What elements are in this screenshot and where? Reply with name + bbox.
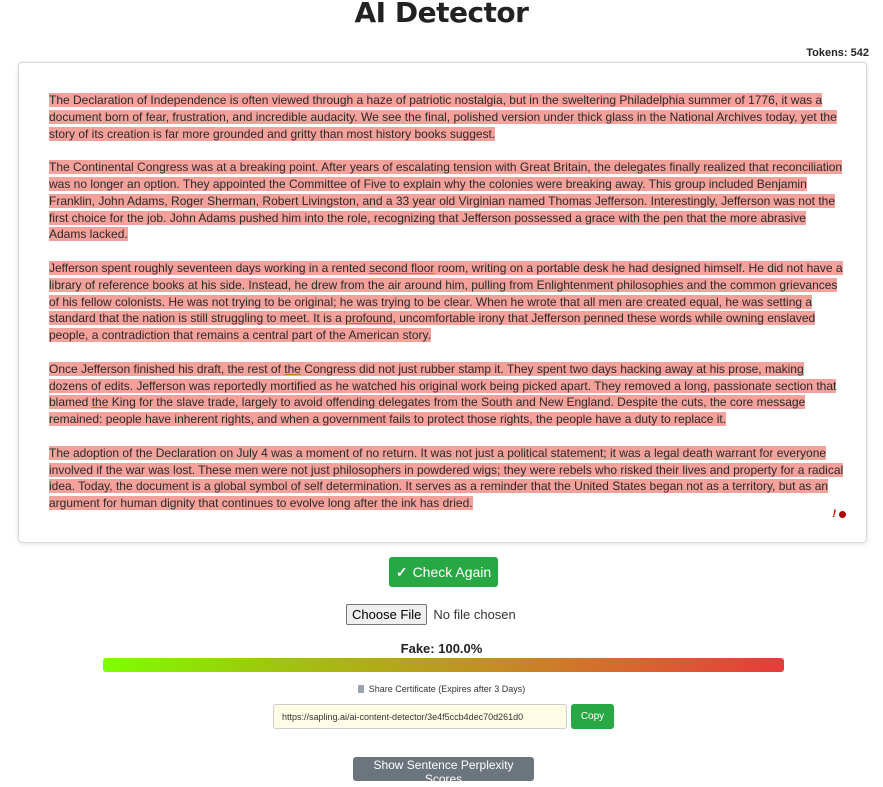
text-segment: room, writing on a portable desk he had designed himself. He did not have a library of reference books at his side. Instead, he drew from the air around him, pulling from Enlightenment philosophies and the common grievances of his fellow colonists. He was not trying to be original; he was trying to be clear. When he wrote that all men are created equal, he was setting a standard that the nation is still struggling to meet. It is a xyxy=(49,260,843,326)
share-certificate-label: Share Certificate (Expires after 3 Days) xyxy=(368,684,526,694)
flagged-phrase: the xyxy=(91,395,109,410)
ai-highlighted-sentence xyxy=(49,93,837,141)
exclamation-icon: ! xyxy=(832,508,836,520)
text-segment: Once Jefferson finished his draft, the rest of xyxy=(49,361,285,376)
file-status: No file chosen xyxy=(433,607,516,622)
flagged-phrase: the xyxy=(284,361,301,376)
paragraph xyxy=(49,445,844,512)
text-segment: The Continental Congress was at a breaking point. After years of escalating tension with Great Britain, the delegates finally realized that reconciliation was no longer an option. They appointed the Committee of Five to explain why the colonies were breaking away. This group included Benjamin Franklin, John Adams, Roger Sherman, Robert Livingston, and a 33 year old Virginian named Thomas Jefferson. Interestingly, Jefferson was not the first choice for the job. John Adams pushed him into the role, recognizing that Jefferson possessed a grace with the pen that the more abrasive Adams lacked. xyxy=(49,160,843,242)
text-segment: Congress did not just rubber stamp it. They spent two days hacking away at his prose, making dozens of edits. Jefferson was reportedly mortified as he watched his original work being picked apart. They removed a long, passionate section that blamed xyxy=(49,361,837,410)
red-dot-icon xyxy=(839,511,846,518)
show-perplexity-button[interactable]: Show Sentence Perplexity Scores xyxy=(353,757,534,781)
share-certificate xyxy=(0,684,883,694)
text-segment: King for the slave trade, largely to avoid offending delegates from the South and New England. Despite the cuts, the core message remained: people have inherent rights, and when a government fails to protect those rights, the people have a duty to replace it. xyxy=(49,395,806,427)
ai-highlighted-sentence xyxy=(49,446,843,510)
check-again-label: Check Again xyxy=(412,564,492,580)
text-segment: , uncomfortable irony that Jefferson penned these words while owning enslaved people, a contradiction that remains a central part of the American story. xyxy=(49,311,816,343)
flagged-phrase: profound xyxy=(345,311,393,326)
flagged-phrase: second floor xyxy=(368,260,435,275)
fake-score-bar xyxy=(103,658,784,672)
token-count: Tokens: 542 xyxy=(806,47,869,59)
file-upload xyxy=(346,604,516,625)
choose-file-button[interactable]: Choose File xyxy=(346,604,427,625)
text-segment: The adoption of the Declaration on July 4 was a moment of no return. It was not just a political statement; it was a legal death warrant for everyone involved if the war was lost. These men were not just philosophers in powdered wigs; they were rebels who risked their lives and property for a radical idea. Today, the document is a global symbol of self determination. It serves as a reminder that the United States began not as a territory, but as an argument for human dignity that continues to evolve long after the ink has dried. xyxy=(49,445,844,511)
checkmark-icon: ✓ xyxy=(395,563,408,580)
fake-score-label: Fake: 100.0% xyxy=(400,641,483,656)
paragraph xyxy=(49,159,844,243)
paragraph xyxy=(49,361,844,428)
copy-button[interactable]: Copy xyxy=(571,704,614,729)
document-icon xyxy=(358,685,364,693)
check-again-button[interactable] xyxy=(389,557,498,587)
ai-flag-marker xyxy=(832,508,846,520)
text-segment: The Declaration of Independence is often viewed through a haze of patriotic nostalgia, but in the sweltering Philadelphia summer of 1776, it was a document born of fear, frustration, and incredible audacity. We see the final, polished version under thick glass in the National Archives today, yet the story of its creation is far more grounded and gritty than most history books suggest. xyxy=(49,93,837,141)
text-segment: Jefferson spent roughly seventeen days working in a rented xyxy=(49,260,369,275)
text-editor[interactable] xyxy=(18,62,867,543)
paragraph xyxy=(49,260,844,344)
certificate-url-input[interactable] xyxy=(273,704,567,729)
paragraph xyxy=(49,92,844,142)
ai-highlighted-sentence xyxy=(49,362,836,426)
page-title: AI Detector xyxy=(354,0,529,29)
editor-text-content[interactable] xyxy=(49,92,844,529)
ai-highlighted-sentence xyxy=(49,261,843,342)
ai-highlighted-sentence xyxy=(49,160,842,241)
